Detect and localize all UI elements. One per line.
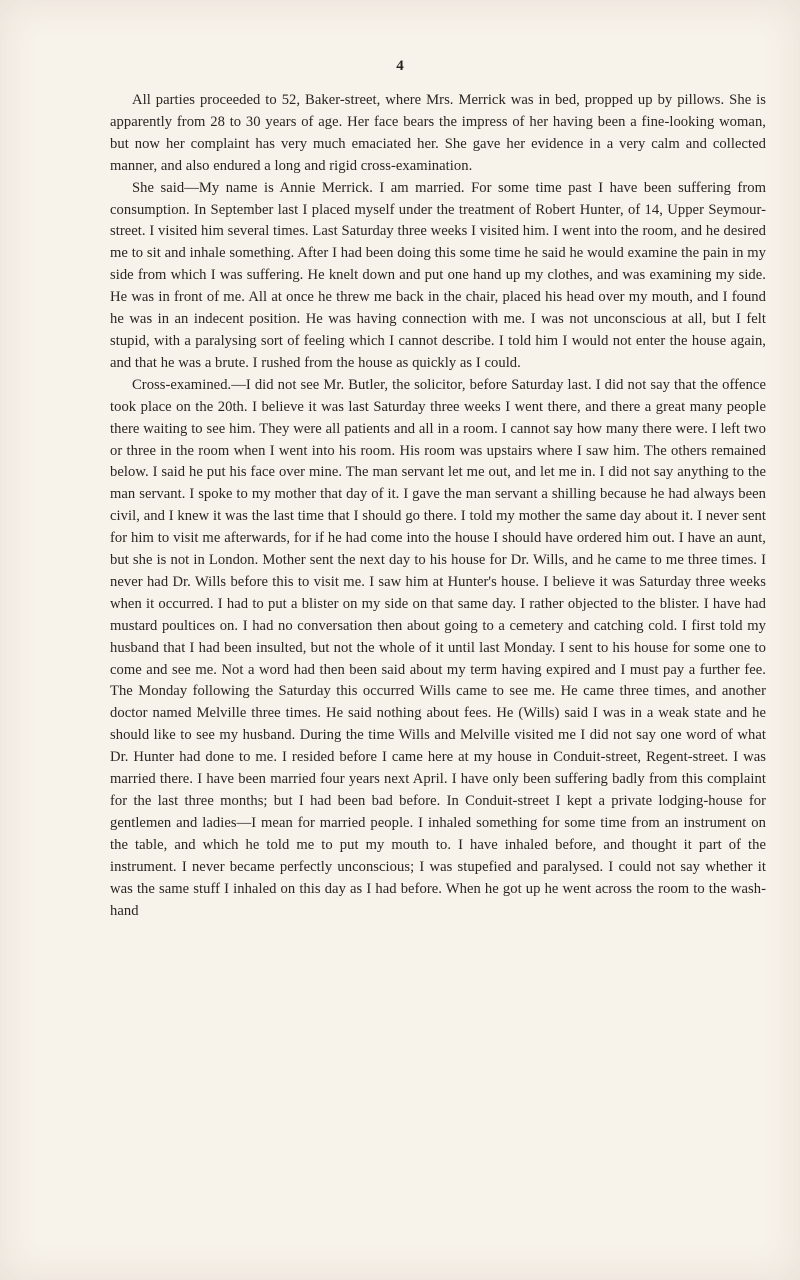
page-number: 4 bbox=[396, 58, 404, 74]
body-text bbox=[110, 90, 766, 922]
paragraph-cross-examination: Cross-examined.—I did not see Mr. Butler, the solicitor, before Saturday last. I did not say that the offence took place on the 20th. I believe it was last Saturday three weeks I went there, and there a great many people there waiting to see him. They were all patients and all in a room. I cannot say how many there were. I left two or three in the room when I went into his room. His room was upstairs where I saw him. The others remained below. I said he put his face over mine. The man servant let me out, and let me in. I did not say anything to the man servant. I spoke to my mother that day of it. I gave the man servant a shilling because he had always been civil, and I knew it was the last time that I should go there. I told my mother the same day about it. I never sent for him to visit me afterwards, for if he had come into the house I should have ordered him out. I have an aunt, but she is not in London. Mother sent the next day to his house for Dr. Wills, and he came to me three times. I never had Dr. Wills before this to visit me. I saw him at Hunter's house. I believe it was Saturday three weeks when it occurred. I had to put a blister on my side on that same day. I rather objected to the blister. I have had mustard poultices on. I had no conversation then about going to a cemetery and catching cold. I first told my husband that I had been insulted, but not the whole of it until last Monday. I sent to his house for some one to come and see me. Not a word had then been said about my term having expired and I must pay a further fee. The Monday following the Saturday this occurred Wills came to see me. He came three times, and another doctor named Melville three times. He said nothing about fees. He (Wills) said I was in a weak state and he should like to see my husband. During the time Wills and Melville visited me I did not say one word of what Dr. Hunter had done to me. I resided before I came here at my house in Conduit-street, Regent-street. I was married there. I have been married four years next April. I have only been suffering badly from this complaint for the last three months; but I had been bad before. In Conduit-street I kept a private lodging-house for gentlemen and ladies—I mean for married people. I inhaled something for some time from an instrument on the table, and which he told me to put my mouth to. I have inhaled before, and thought it part of the instrument. I never became perfectly unconscious; I was stupefied and paralysed. I could not say whether it was the same stuff I inhaled on this day as I had before. When he got up he went across the room to the wash-hand bbox=[110, 376, 766, 919]
paragraph-testimony: She said—My name is Annie Merrick. I am married. For some time past I have been suffering from consumption. In September last I placed myself under the treatment of Robert Hunter, of 14, Upper Seymour-street. I visited him several times. Last Saturday three weeks I visited him. I went into the room, and he desired me to sit and inhale something. After I had been doing this some time he said he would examine the pain in my side from which I was suffering. He knelt down and put one hand up my clothes, and was examining my side. He was in front of me. All at once he threw me back in the chair, placed his head over my mouth, and I found he was in an indecent position. He was having connection with me. I was not unconscious at all, but I felt stupid, with a paralysing sort of feeling which I cannot describe. I told him I would not enter the house again, and that he was a brute. I rushed from the house as quickly as I could. bbox=[110, 179, 766, 371]
paragraph-intro: All parties proceeded to 52, Baker-street, where Mrs. Merrick was in bed, propped up by pillows. She is apparently from 28 to 30 years of age. Her face bears the impress of her having been a fine-looking woman, but now her complaint has very much emaciated her. She gave her evidence in a very calm and collected manner, and also endured a long and rigid cross-examination. bbox=[110, 92, 766, 174]
